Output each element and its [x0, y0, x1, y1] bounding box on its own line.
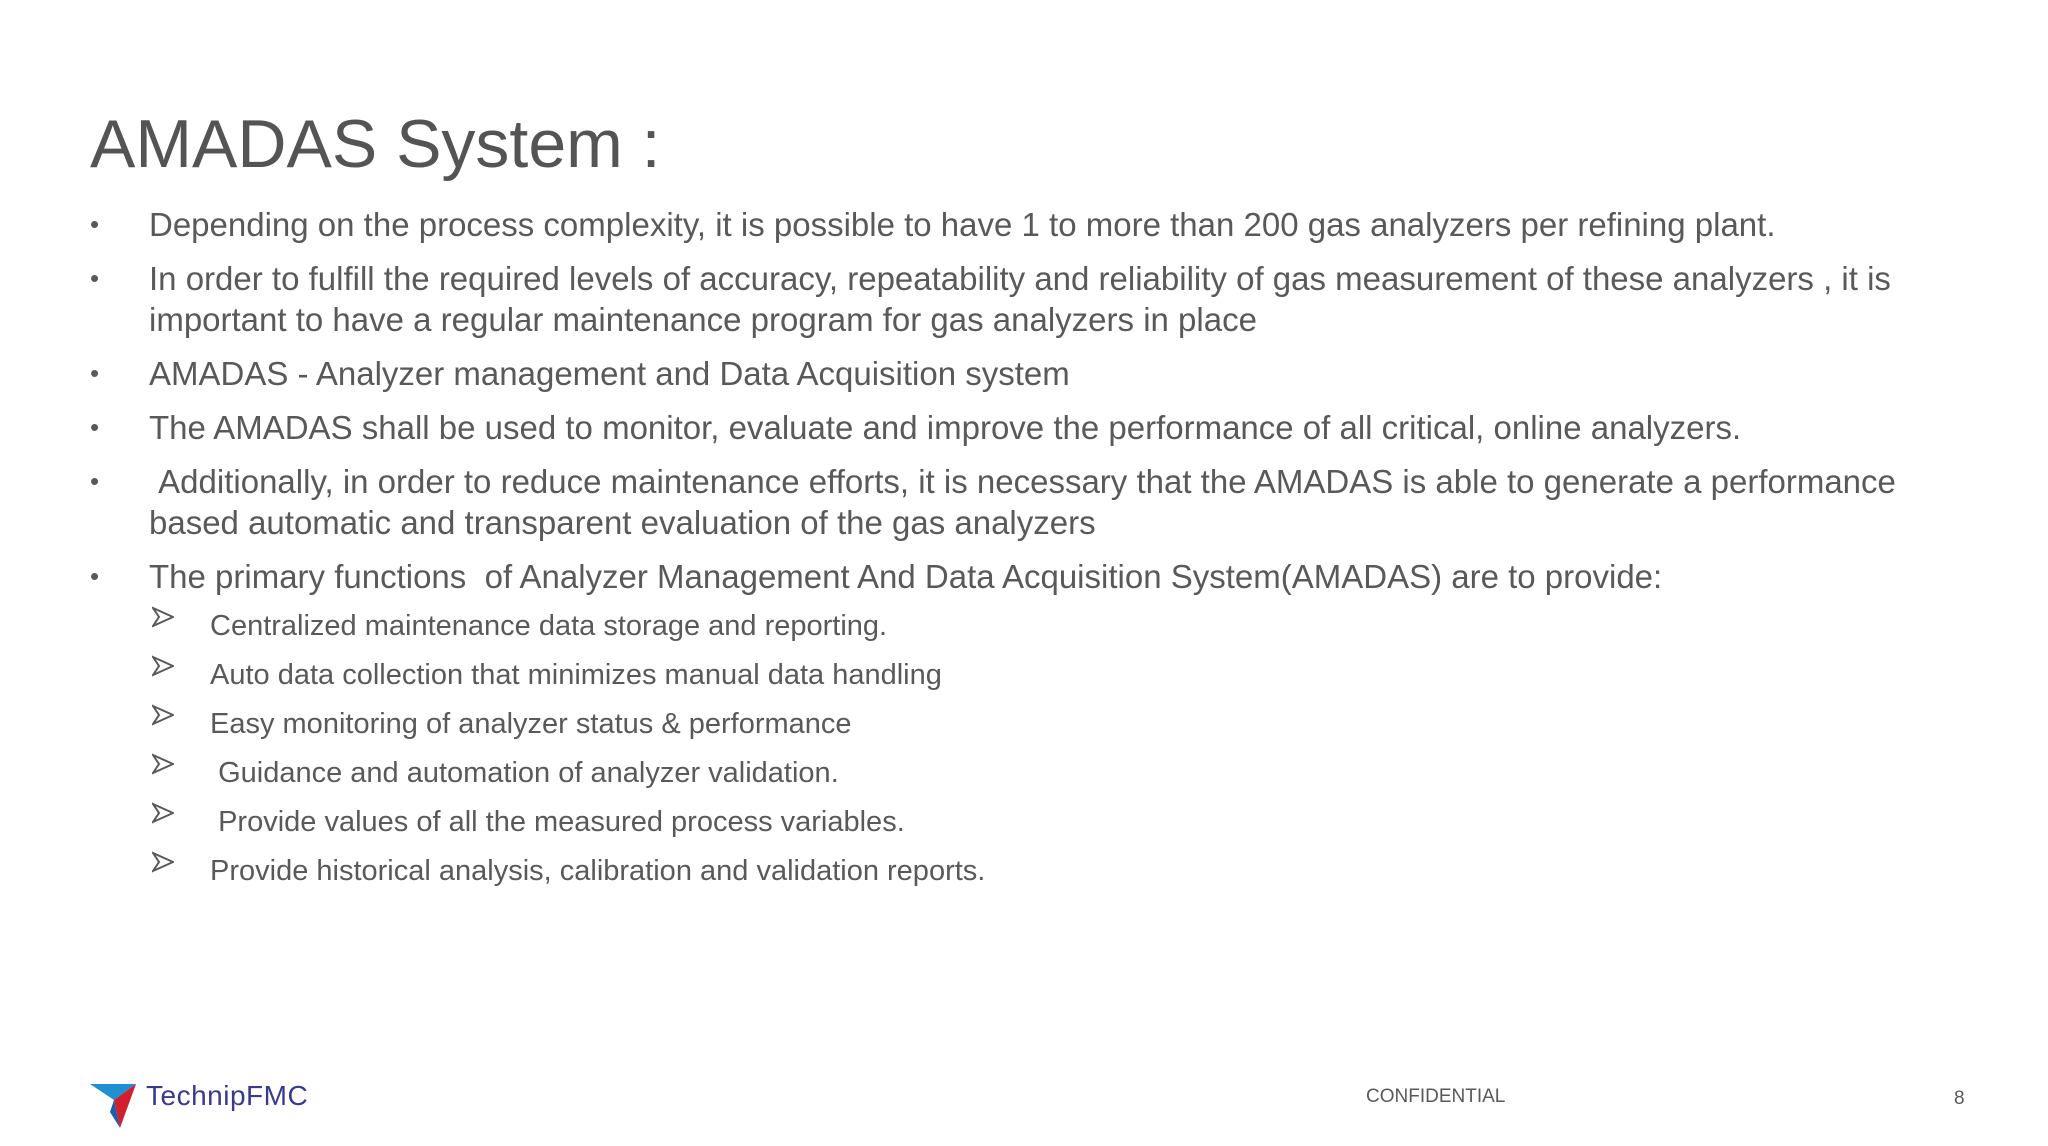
page-number: 8 — [1954, 1088, 1965, 1109]
sub-bullet-list — [152, 608, 1652, 902]
sub-bullet-text: Provide historical analysis, calibration and validation reports. — [210, 855, 986, 887]
bullet-text: Additionally, in order to reduce maintenance efforts, it is necessary that the AMADAS is able to generate a performance based automatic and transparent evaluation of the gas analyzers — [149, 463, 1906, 541]
sub-bullet-item — [152, 804, 1652, 840]
bullet-item — [90, 461, 1990, 543]
sub-bullet-item — [152, 755, 1652, 791]
sub-bullet-text: Guidance and automation of analyzer validation. — [210, 757, 839, 789]
bullet-text: In order to fulfill the required levels of accuracy, repeatability and reliability of gas measurement of these analyzers , it is important to have a regular maintenance program for gas analyzers in place — [149, 260, 1891, 338]
sub-bullet-text: Easy monitoring of analyzer status & performance — [210, 708, 852, 740]
arrow-bullet-icon — [152, 851, 174, 873]
bullet-text: The AMADAS shall be used to monitor, evaluate and improve the performance of all critical, online analyzers. — [149, 409, 1742, 446]
bullet-dot-icon: • — [90, 412, 100, 442]
bullet-text: Depending on the process complexity, it is possible to have 1 to more than 200 gas analyzers per refining plant. — [149, 206, 1776, 243]
sub-bullet-text: Centralized maintenance data storage and reporting. — [210, 610, 888, 642]
arrow-bullet-icon — [152, 655, 174, 677]
bullet-dot-icon: • — [90, 209, 100, 239]
bullet-text: The primary functions of Analyzer Management And Data Acquisition System(AMADAS) are to provide: — [149, 558, 1663, 595]
bullet-item — [90, 407, 1990, 448]
bullet-dot-icon: • — [90, 561, 100, 591]
slide-title: AMADAS System : — [90, 106, 661, 182]
logo-wordmark: TechnipFMC — [146, 1080, 309, 1111]
bullet-item — [90, 258, 1990, 340]
sub-bullet-item — [152, 706, 1652, 742]
arrow-bullet-icon — [152, 606, 174, 628]
bullet-list — [90, 204, 1990, 610]
sub-bullet-item — [152, 853, 1652, 889]
bullet-dot-icon: • — [90, 358, 100, 388]
bullet-item — [90, 353, 1990, 394]
arrow-bullet-icon — [152, 704, 174, 726]
bullet-text: AMADAS - Analyzer management and Data Acquisition system — [149, 355, 1070, 392]
bullet-item — [90, 556, 1990, 597]
confidential-label: CONFIDENTIAL — [1366, 1086, 1506, 1107]
sub-bullet-text: Provide values of all the measured process variables. — [210, 806, 905, 838]
technipfmc-logo-icon — [90, 1082, 142, 1128]
company-logo — [90, 1082, 308, 1128]
bullet-item — [90, 204, 1990, 245]
arrow-bullet-icon — [152, 802, 174, 824]
bullet-dot-icon: • — [90, 466, 100, 496]
sub-bullet-item — [152, 608, 1652, 644]
sub-bullet-text: Auto data collection that minimizes manual data handling — [210, 659, 942, 691]
arrow-bullet-icon — [152, 753, 174, 775]
sub-bullet-item — [152, 657, 1652, 693]
bullet-dot-icon: • — [90, 263, 100, 293]
